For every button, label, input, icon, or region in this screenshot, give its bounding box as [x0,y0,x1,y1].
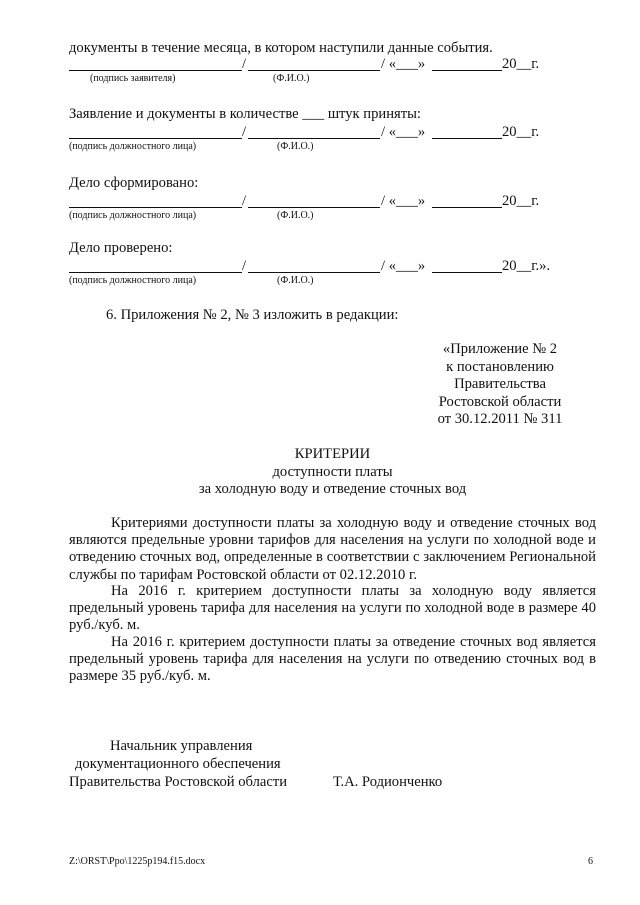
caption-signature: (подпись должностного лица) [69,275,197,286]
block-heading: Заявление и документы в количестве ___ штук приняты: [69,106,421,122]
caption-name: (Ф.И.О.) [273,73,310,84]
appendix-line: от 30.12.2011 № 311 [437,411,563,428]
year-text: 20__г.». [502,258,551,274]
signature-line [69,272,242,273]
date-line [432,207,502,208]
signature-line [69,138,242,139]
block-heading: Дело проверено: [69,240,173,256]
page-number: 6 [588,856,593,867]
name-line [248,70,380,71]
name-line [248,207,380,208]
paragraph: На 2016 г. критерием доступности платы за отведение сточных вод является предельный уровень тарифа для населения на услуги по отведению сточных вод в размере 35 руб./куб. м. [69,634,596,685]
slash: / [242,124,247,140]
criteria-subtitle-2: за холодную воду и отведение сточных вод [198,481,467,497]
item-6-text: 6. Приложения № 2, № 3 изложить в редакции: [106,307,399,323]
appendix-header [420,341,580,429]
signatory-line-3: Правительства Ростовской области [69,774,288,790]
name-line [248,272,380,273]
date-prefix: / «___» [381,193,426,209]
signature-line [69,207,242,208]
year-text: 20__г. [502,193,540,209]
signatory-line-2: документационного обеспечения [75,756,281,772]
date-prefix: / «___» [381,56,426,72]
signatory-line-1: Начальник управления [110,738,253,754]
footer-file-path: Z:\ORST\Ppo\1225p194.f15.docx [69,856,206,867]
signature-line [69,70,242,71]
appendix-line: «Приложение № 2 [442,341,558,357]
caption-signature: (подпись заявителя) [90,73,176,84]
appendix-line: к постановлению [446,358,554,375]
year-text: 20__г. [502,124,540,140]
slash: / [242,193,247,209]
paragraph: Критериями доступности платы за холодную воду и отведение сточных вод являются предельные уровни тарифов для населения на услуги по холодной воде и отведению сточных вод, определенные в соответствии с заключением Региональной службы по тарифам Ростовской области от 02.12.2010 г. [69,515,596,583]
caption-signature: (подпись должностного лица) [69,141,197,152]
intro-text: документы в течение месяца, в котором наступили данные события. [69,40,493,56]
criteria-title: КРИТЕРИИ [294,446,371,462]
date-line [432,272,502,273]
date-line [432,138,502,139]
date-prefix: / «___» [381,258,426,274]
name-line [248,138,380,139]
year-text: 20__г. [502,56,540,72]
signatory-name: Т.А. Родионченко [333,774,443,790]
appendix-line: Правительства [454,376,546,393]
caption-name: (Ф.И.О.) [277,141,314,152]
slash: / [242,56,247,72]
caption-signature: (подпись должностного лица) [69,210,197,221]
caption-name: (Ф.И.О.) [277,275,314,286]
criteria-subtitle-1: доступности платы [272,464,393,480]
paragraph: На 2016 г. критерием доступности платы за холодную воду является предельный уровень тарифа для населения на услуги по холодной воде в размере 40 руб./куб. м. [69,583,596,634]
date-line [432,70,502,71]
appendix-line: Ростовской области [438,393,562,410]
caption-name: (Ф.И.О.) [277,210,314,221]
date-prefix: / «___» [381,124,426,140]
block-heading: Дело сформировано: [69,175,199,191]
slash: / [242,258,247,274]
